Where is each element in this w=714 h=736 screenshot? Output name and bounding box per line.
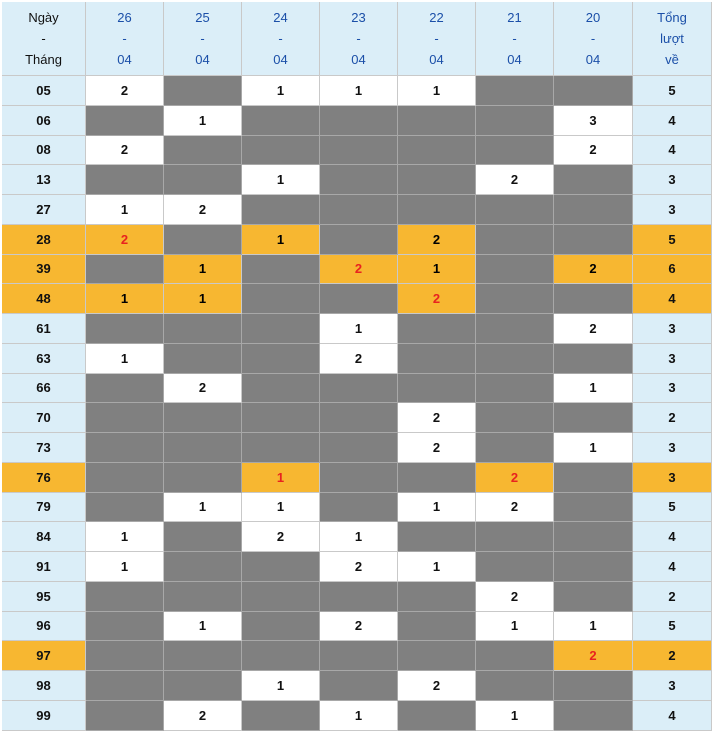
count-cell: 2 xyxy=(554,641,633,671)
empty-cell xyxy=(86,612,164,642)
empty-cell xyxy=(398,314,476,344)
empty-cell xyxy=(398,522,476,552)
empty-cell xyxy=(476,671,554,701)
header-date-line: 04 xyxy=(585,52,601,67)
count-cell: 1 xyxy=(242,463,320,493)
empty-cell xyxy=(320,165,398,195)
count-cell: 2 xyxy=(398,284,476,314)
count-cell: 1 xyxy=(86,344,164,374)
header-date-26 xyxy=(86,2,164,76)
header-date-line: 04 xyxy=(507,52,522,67)
row-total: 3 xyxy=(633,671,712,701)
empty-cell xyxy=(320,284,398,314)
header-date-line: 21 xyxy=(507,10,522,25)
empty-cell xyxy=(398,136,476,166)
row-total: 5 xyxy=(633,76,712,106)
empty-cell xyxy=(476,552,554,582)
empty-cell xyxy=(320,493,398,523)
row-number: 61 xyxy=(2,314,86,344)
row-number: 84 xyxy=(2,522,86,552)
empty-cell xyxy=(554,701,633,731)
empty-cell xyxy=(554,344,633,374)
empty-cell xyxy=(554,463,633,493)
header-date-line: 04 xyxy=(273,52,288,67)
row-total: 2 xyxy=(633,641,712,671)
row-number: 79 xyxy=(2,493,86,523)
empty-cell xyxy=(242,136,320,166)
header-date-line: - xyxy=(356,31,361,46)
count-cell: 1 xyxy=(242,165,320,195)
count-cell: 2 xyxy=(554,314,633,344)
empty-cell xyxy=(86,314,164,344)
header-date-line: 04 xyxy=(195,52,210,67)
empty-cell xyxy=(476,195,554,225)
count-cell: 1 xyxy=(242,671,320,701)
row-number: 73 xyxy=(2,433,86,463)
header-date-25 xyxy=(164,2,242,76)
count-cell: 1 xyxy=(320,314,398,344)
empty-cell xyxy=(242,641,320,671)
header-date-line: - xyxy=(122,31,127,46)
empty-cell xyxy=(554,403,633,433)
row-number: 08 xyxy=(2,136,86,166)
empty-cell xyxy=(554,284,633,314)
header-date-line: - xyxy=(200,31,205,46)
row-number: 96 xyxy=(2,612,86,642)
header-corner-line: - xyxy=(41,31,46,46)
count-cell: 2 xyxy=(320,344,398,374)
empty-cell xyxy=(554,493,633,523)
empty-cell xyxy=(320,671,398,701)
count-cell: 2 xyxy=(554,255,633,285)
empty-cell xyxy=(398,612,476,642)
empty-cell xyxy=(320,106,398,136)
count-cell: 1 xyxy=(320,701,398,731)
empty-cell xyxy=(476,641,554,671)
count-cell: 1 xyxy=(554,433,633,463)
empty-cell xyxy=(398,582,476,612)
count-cell: 2 xyxy=(476,165,554,195)
empty-cell xyxy=(164,582,242,612)
count-cell: 1 xyxy=(398,552,476,582)
count-cell: 1 xyxy=(476,612,554,642)
row-total: 2 xyxy=(633,403,712,433)
empty-cell xyxy=(320,195,398,225)
empty-cell xyxy=(164,344,242,374)
row-total: 3 xyxy=(633,463,712,493)
count-cell: 1 xyxy=(554,612,633,642)
count-cell: 2 xyxy=(320,552,398,582)
empty-cell xyxy=(320,463,398,493)
header-date-line: - xyxy=(590,31,596,46)
count-cell: 1 xyxy=(164,493,242,523)
count-cell: 2 xyxy=(476,463,554,493)
empty-cell xyxy=(86,374,164,404)
row-total: 5 xyxy=(633,225,712,255)
count-cell: 3 xyxy=(554,106,633,136)
count-cell: 1 xyxy=(476,701,554,731)
empty-cell xyxy=(398,641,476,671)
empty-cell xyxy=(164,165,242,195)
header-corner-line: Ngày xyxy=(28,10,59,25)
count-cell: 2 xyxy=(398,671,476,701)
row-number: 27 xyxy=(2,195,86,225)
count-cell: 2 xyxy=(86,225,164,255)
row-number: 05 xyxy=(2,76,86,106)
empty-cell xyxy=(86,671,164,701)
header-day-month xyxy=(2,2,86,76)
empty-cell xyxy=(554,76,633,106)
header-date-line: - xyxy=(434,31,439,46)
header-total xyxy=(633,2,712,76)
empty-cell xyxy=(476,225,554,255)
empty-cell xyxy=(242,195,320,225)
header-total-line: Tổng xyxy=(657,10,687,25)
empty-cell xyxy=(164,76,242,106)
row-number: 99 xyxy=(2,701,86,731)
empty-cell xyxy=(320,641,398,671)
row-total: 4 xyxy=(633,552,712,582)
row-total: 2 xyxy=(633,582,712,612)
row-total: 3 xyxy=(633,433,712,463)
count-cell: 1 xyxy=(242,225,320,255)
empty-cell xyxy=(242,433,320,463)
empty-cell xyxy=(164,225,242,255)
count-cell: 2 xyxy=(164,701,242,731)
row-number: 91 xyxy=(2,552,86,582)
row-total: 3 xyxy=(633,344,712,374)
count-cell: 1 xyxy=(86,195,164,225)
count-cell: 1 xyxy=(164,284,242,314)
row-total: 4 xyxy=(633,106,712,136)
empty-cell xyxy=(164,522,242,552)
header-corner-line: Tháng xyxy=(25,52,62,67)
empty-cell xyxy=(554,225,633,255)
count-cell: 2 xyxy=(320,612,398,642)
empty-cell xyxy=(86,165,164,195)
header-date-line: 04 xyxy=(117,52,132,67)
empty-cell xyxy=(86,255,164,285)
count-cell: 2 xyxy=(398,225,476,255)
empty-cell xyxy=(86,403,164,433)
count-cell: 1 xyxy=(398,255,476,285)
empty-cell xyxy=(164,463,242,493)
count-cell: 1 xyxy=(86,522,164,552)
count-cell: 1 xyxy=(164,612,242,642)
empty-cell xyxy=(476,106,554,136)
header-date-23 xyxy=(320,2,398,76)
empty-cell xyxy=(554,195,633,225)
count-cell: 2 xyxy=(320,255,398,285)
empty-cell xyxy=(86,582,164,612)
row-total: 3 xyxy=(633,314,712,344)
empty-cell xyxy=(164,314,242,344)
empty-cell xyxy=(320,374,398,404)
empty-cell xyxy=(476,136,554,166)
header-date-line: 20 xyxy=(585,10,601,25)
count-cell: 1 xyxy=(164,106,242,136)
header-total-line: về xyxy=(665,52,679,67)
row-number: 06 xyxy=(2,106,86,136)
row-total: 4 xyxy=(633,701,712,731)
empty-cell xyxy=(320,582,398,612)
empty-cell xyxy=(242,284,320,314)
empty-cell xyxy=(86,641,164,671)
empty-cell xyxy=(476,314,554,344)
empty-cell xyxy=(476,522,554,552)
row-number: 70 xyxy=(2,403,86,433)
count-cell: 2 xyxy=(398,433,476,463)
empty-cell xyxy=(320,225,398,255)
header-date-24 xyxy=(242,2,320,76)
empty-cell xyxy=(476,433,554,463)
header-date-line: 26 xyxy=(117,10,132,25)
count-cell: 2 xyxy=(476,493,554,523)
empty-cell xyxy=(242,255,320,285)
row-total: 4 xyxy=(633,522,712,552)
row-total: 4 xyxy=(633,284,712,314)
empty-cell xyxy=(320,403,398,433)
row-total: 4 xyxy=(633,136,712,166)
empty-cell xyxy=(164,403,242,433)
count-cell: 2 xyxy=(476,582,554,612)
row-number: 76 xyxy=(2,463,86,493)
empty-cell xyxy=(398,165,476,195)
header-date-line: 04 xyxy=(429,52,444,67)
empty-cell xyxy=(320,136,398,166)
count-cell: 1 xyxy=(242,76,320,106)
row-number: 13 xyxy=(2,165,86,195)
header-date-line: 22 xyxy=(429,10,444,25)
count-cell: 2 xyxy=(86,76,164,106)
empty-cell xyxy=(164,136,242,166)
row-total: 3 xyxy=(633,195,712,225)
header-total-line: lượt xyxy=(660,31,684,46)
header-date-line: 23 xyxy=(351,10,366,25)
count-cell: 1 xyxy=(86,552,164,582)
count-cell: 2 xyxy=(554,136,633,166)
empty-cell xyxy=(476,284,554,314)
header-date-line: 24 xyxy=(273,10,288,25)
empty-cell xyxy=(554,671,633,701)
empty-cell xyxy=(86,106,164,136)
count-cell: 1 xyxy=(554,374,633,404)
row-number: 95 xyxy=(2,582,86,612)
header-date-line: - xyxy=(278,31,283,46)
empty-cell xyxy=(242,106,320,136)
header-date-22 xyxy=(398,2,476,76)
header-date-21 xyxy=(476,2,554,76)
row-number: 98 xyxy=(2,671,86,701)
empty-cell xyxy=(476,374,554,404)
header-date-line: 25 xyxy=(195,10,210,25)
empty-cell xyxy=(242,314,320,344)
row-number: 66 xyxy=(2,374,86,404)
empty-cell xyxy=(164,433,242,463)
empty-cell xyxy=(242,582,320,612)
count-cell: 2 xyxy=(242,522,320,552)
row-total: 5 xyxy=(633,612,712,642)
empty-cell xyxy=(242,374,320,404)
count-cell: 1 xyxy=(320,522,398,552)
empty-cell xyxy=(476,255,554,285)
row-total: 6 xyxy=(633,255,712,285)
empty-cell xyxy=(398,344,476,374)
empty-cell xyxy=(164,641,242,671)
empty-cell xyxy=(86,701,164,731)
count-cell: 2 xyxy=(398,403,476,433)
empty-cell xyxy=(164,671,242,701)
row-number: 63 xyxy=(2,344,86,374)
row-number: 97 xyxy=(2,641,86,671)
count-cell: 2 xyxy=(164,195,242,225)
empty-cell xyxy=(242,403,320,433)
empty-cell xyxy=(476,76,554,106)
empty-cell xyxy=(554,552,633,582)
empty-cell xyxy=(398,463,476,493)
row-total: 3 xyxy=(633,165,712,195)
count-cell: 1 xyxy=(86,284,164,314)
count-cell: 2 xyxy=(164,374,242,404)
empty-cell xyxy=(86,463,164,493)
count-cell: 1 xyxy=(398,76,476,106)
count-cell: 2 xyxy=(86,136,164,166)
header-date-line: - xyxy=(512,31,517,46)
header-date-line: 04 xyxy=(351,52,366,67)
empty-cell xyxy=(242,344,320,374)
empty-cell xyxy=(398,106,476,136)
count-cell: 1 xyxy=(398,493,476,523)
empty-cell xyxy=(164,552,242,582)
empty-cell xyxy=(554,165,633,195)
empty-cell xyxy=(242,701,320,731)
empty-cell xyxy=(554,582,633,612)
empty-cell xyxy=(476,403,554,433)
header-date-20 xyxy=(554,2,633,76)
empty-cell xyxy=(242,552,320,582)
empty-cell xyxy=(398,701,476,731)
empty-cell xyxy=(398,195,476,225)
empty-cell xyxy=(242,612,320,642)
row-number: 48 xyxy=(2,284,86,314)
empty-cell xyxy=(398,374,476,404)
empty-cell xyxy=(86,433,164,463)
row-total: 5 xyxy=(633,493,712,523)
empty-cell xyxy=(554,522,633,552)
count-cell: 1 xyxy=(164,255,242,285)
empty-cell xyxy=(476,344,554,374)
count-cell: 1 xyxy=(320,76,398,106)
empty-cell xyxy=(86,493,164,523)
row-total: 3 xyxy=(633,374,712,404)
row-number: 39 xyxy=(2,255,86,285)
empty-cell xyxy=(320,433,398,463)
row-number: 28 xyxy=(2,225,86,255)
count-cell: 1 xyxy=(242,493,320,523)
